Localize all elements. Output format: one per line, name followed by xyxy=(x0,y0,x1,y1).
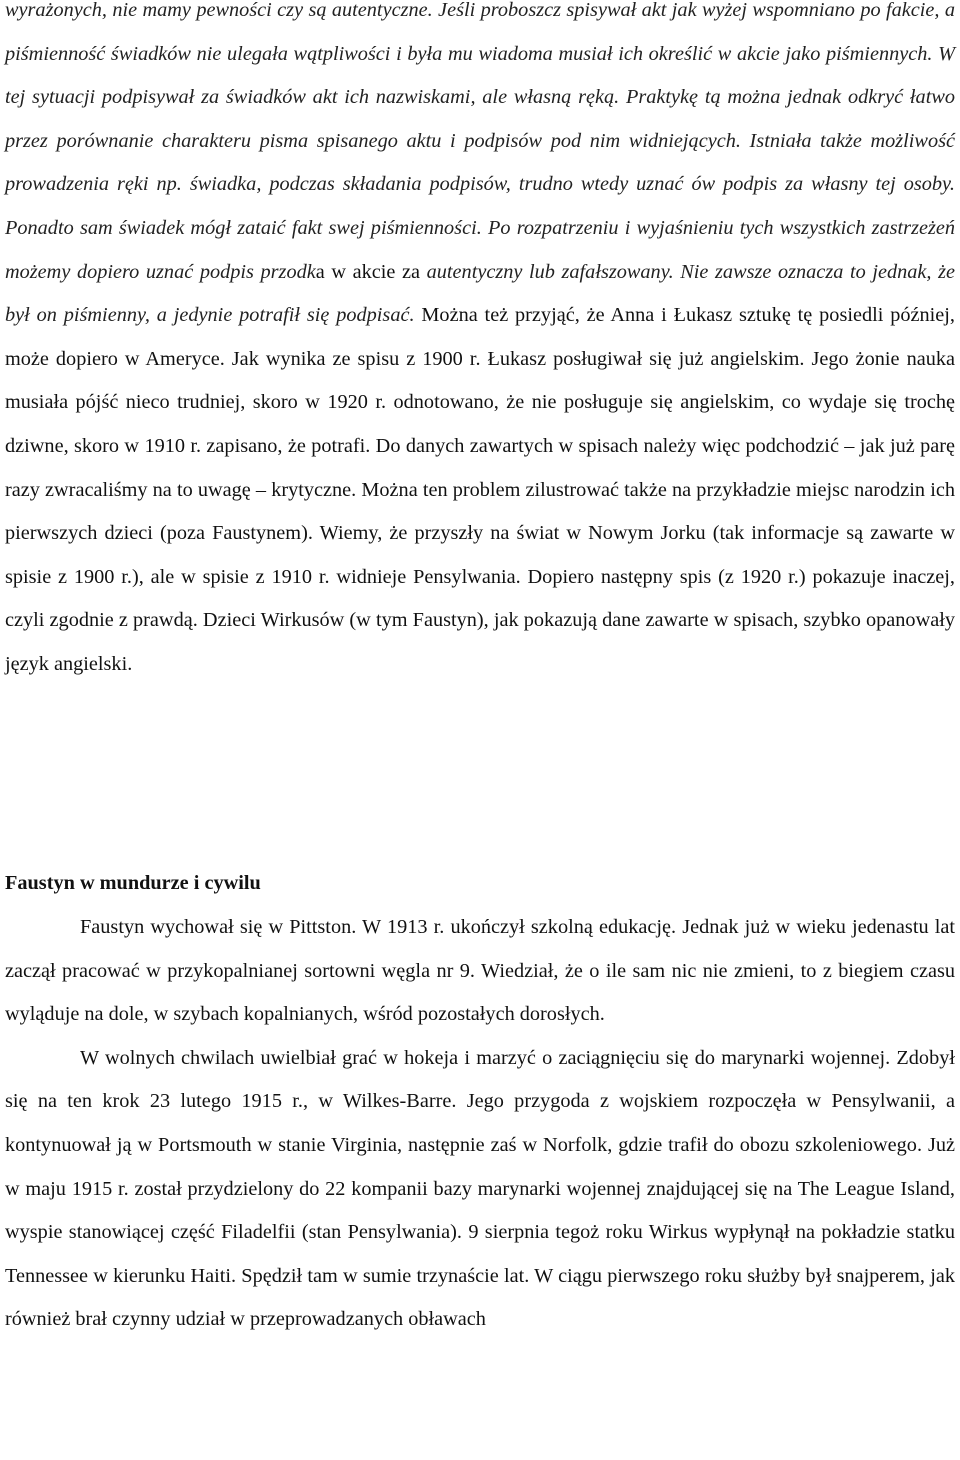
body-paragraph-1 xyxy=(5,0,955,687)
section-heading: Faustyn w mundurze i cywilu xyxy=(5,872,261,894)
section-paragraph-1: Faustyn wychował się w Pittston. W 1913 r. ukończył szkolną edukację. Jednak już w wieku jedenastu lat zaczął pracować w przykopalnianej sortowni węgla nr 9. Wiedział, że o ile sam nic nie zmieni, to z biegiem czasu wyląduje na dole, w szybach kopalnianych, wśród pozostałych dorosłych. xyxy=(5,916,955,1026)
italic-text-2: autentyczny lub zafałszowany. Nie zawsze oznacza to jednak, że był on piśmienny, a jedynie potrafił się podpisać. xyxy=(5,260,955,327)
section-body xyxy=(5,906,955,1342)
section-paragraph-2: W wolnych chwilach uwielbiał grać w hokeja i marzyć o zaciągnięciu się do marynarki wojennej. Zdobył się na ten krok 23 lutego 1915 r., w Wilkes-Barre. Jego przygoda z wojskiem rozpoczęła w Pensylwanii, a kontynuował ją w Portsmouth w stanie Virginia, następnie zaś w Norfolk, gdzie trafił do obozu szkoleniowego. Już w maju 1915 r. został przydzielony do 22 kompanii bazy marynarki wojennej znajdującej się na The League Island, wyspie stanowiącej część Filadelfii (stan Pensylwania). 9 sierpnia tegoż roku Wirkus wypłynął na pokładzie statku Tennessee w kierunku Haiti. Spędził tam w sumie trzynaście lat. W ciągu pierwszego roku służby był snajperem, jak również brał czynny udział w przeprowadzanych obławach xyxy=(5,1046,955,1331)
regular-text-1: a w akcie za xyxy=(315,260,427,283)
document-page xyxy=(5,0,955,1331)
italic-text-1: wyrażonych, nie mamy pewności czy są autentyczne. Jeśli proboszcz spisywał akt jak wyżej wspomniano po fakcie, a piśmienność świadków nie ulegała wątpliwości i była mu wiadoma musiał ich określić w akcie jako piśmiennych. W tej sytuacji podpisywał za świadków akt ich nazwiskami, ale własną ręką. Praktykę tą można jednak odkryć łatwo przez porównanie charakteru pisma spisanego aktu i podpisów pod nim widniejących. Istniała także możliwość prowadzenia ręki np. świadka, podczas składania podpisów, trudno wtedy uznać ów podpis za własny tej osoby. Ponadto sam świadek mógł zataić fakt swej piśmienności. Po rozpatrzeniu i wyjaśnieniu tych wszystkich zastrzeżeń możemy dopiero uznać podpis przodk xyxy=(5,0,955,283)
regular-text-2: Można też przyjąć, że Anna i Łukasz sztukę tę posiedli później, może dopiero w Ameryce. Jak wynika ze spisu z 1900 r. Łukasz posługiwał się już angielskim. Jego żonie nauka musiała pójść nieco trudniej, skoro w 1920 r. odnotowano, że nie posługuje się angielskim, co wydaje się trochę dziwne, skoro w 1910 r. zapisano, że potrafi. Do danych zawartych w spisach należy więc podchodzić – jak już parę razy zwracaliśmy na to uwagę – krytyczne. Można ten problem zilustrować także na przykładzie miejsc narodzin ich pierwszych dzieci (poza Faustynem). Wiemy, że przyszły na świat w Nowym Jorku (tak informacje są zawarte w spisie z 1900 r.), ale w spisie z 1910 r. widnieje Pensylwania. Dopiero następny spis (z 1920 r.) pokazuje inaczej, czyli zgodnie z prawdą. Dzieci Wirkusów (w tym Faustyn), jak pokazują dane zawarte w spisach, szybko opanowały język angielski. xyxy=(5,304,955,675)
